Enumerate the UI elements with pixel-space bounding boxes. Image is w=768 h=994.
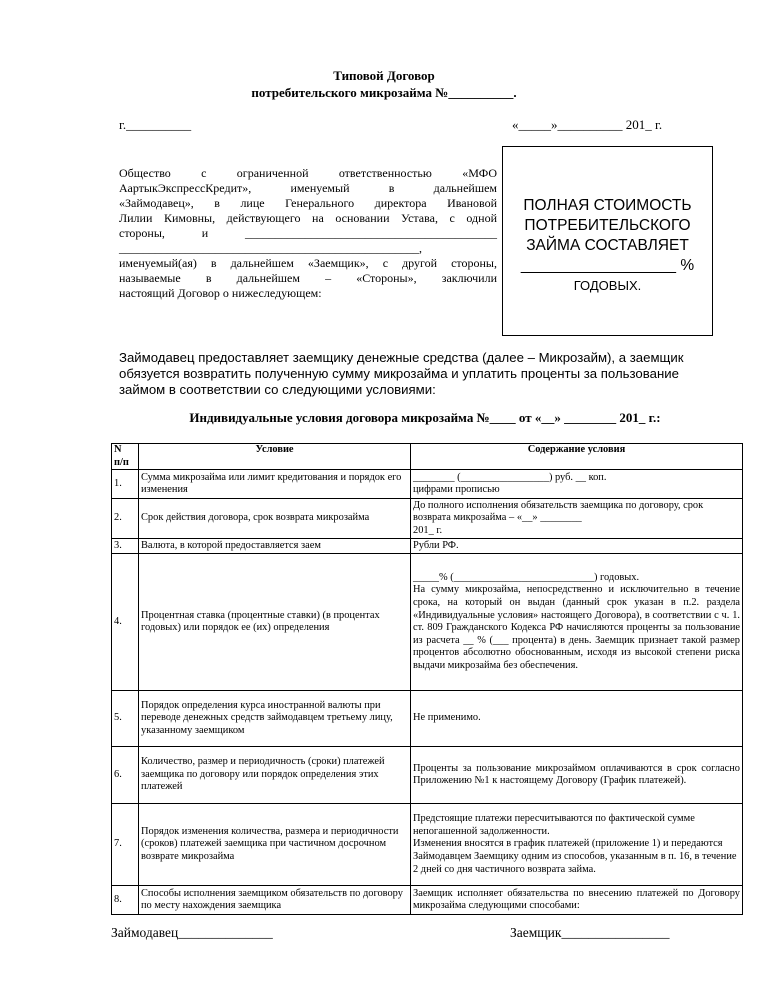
city-field: г.__________: [119, 117, 192, 132]
row-condition: Валюта, в которой предоставляется заем: [139, 539, 411, 554]
header-content: Содержание условия: [411, 444, 743, 470]
row-number: 5.: [112, 691, 139, 747]
row-number: 7.: [112, 804, 139, 886]
parties-line: Общество с ограниченной ответственностью «МФО: [119, 166, 497, 180]
parties-line: называемые в дальнейшем – «Стороны», заключили: [119, 271, 497, 285]
row-content: Проценты за пользование микрозаймом оплачиваются в срок согласно Приложению №1 к настоящему Договору (График платежей).: [411, 747, 743, 804]
table-row: [112, 747, 743, 804]
row-number: 6.: [112, 747, 139, 804]
row-content: ________ (_________________) руб. __ коп. цифрами прописью: [411, 470, 743, 499]
document-title-line-1: Типовой Договор: [333, 68, 435, 83]
section-heading: Индивидуальные условия договора микрозайма №____ от «__» ________ 201_ г.:: [189, 410, 661, 425]
intro-line: займом в соответствии со следующими условиями:: [119, 382, 436, 397]
row-condition: Способы исполнения заемщиком обязательств по договору по месту нахождения заемщика: [139, 886, 411, 915]
individual-terms-table: [111, 443, 743, 915]
row-condition: Количество, размер и периодичность (сроки) платежей заемщика по договору или порядок определения этих платежей: [139, 747, 411, 804]
document-title-line-2: потребительского микрозайма №__________.: [251, 85, 517, 100]
header-condition: Условие: [139, 444, 411, 470]
row-content: _____% (___________________________) годовых. На сумму микрозайма, непосредственно и исключительно в течение срока, на который он выдан (данный срок указан в п.2. раздела «Индивидуальные условия» настоящего Договора), в соответствии с ч. 1. ст. 809 Гражданского Кодекса РФ начисляются проценты за пользование из расчета __ % (___ процента) в день. Заемщик признает такой размер процентов абсолютно обоснованным, исходя из высокой степени риска выдачи микрозайма без обеспечения.: [411, 554, 743, 691]
table-row: [112, 886, 743, 915]
intro-line: обязуется возвратить полученную сумму микрозайма и уплатить проценты за пользование: [119, 366, 679, 381]
row-number: 2.: [112, 499, 139, 539]
row-number: 4.: [112, 554, 139, 691]
parties-line: __________________________________________________,: [119, 241, 422, 255]
table-row: [112, 499, 743, 539]
intro-paragraph: [119, 350, 731, 398]
parties-line: Лилии Кимовны, действующего на основании Устава, с одной: [119, 211, 497, 225]
cost-box-line: ПОЛНАЯ СТОИМОСТЬ: [523, 197, 692, 214]
date-field: «_____»__________ 201_ г.: [512, 117, 663, 132]
cost-box-line: ЗАЙМА СОСТАВЛЯЕТ: [526, 237, 689, 254]
parties-line: АартыкЭкспрессКредит», именуемый в дальнейшем: [119, 181, 497, 195]
row-condition: Срок действия договора, срок возврата микрозайма: [139, 499, 411, 539]
row-condition: Процентная ставка (процентные ставки) (в процентах годовых) или порядок ее (их) определения: [139, 554, 411, 691]
lender-signature: Займодавец______________: [111, 925, 273, 940]
table-row: [112, 470, 743, 499]
table-row: [112, 804, 743, 886]
row-content: Предстоящие платежи пересчитываются по фактической сумме непогашенной задолженности. Изменения вносятся в график платежей (приложение 1) и передаются Займодавцем Заемщику одним из способов, указанным в п. 16, в течение 2 дней со дня частичного возврата займа.: [411, 804, 743, 886]
cost-box-line: __________________ %: [520, 257, 695, 274]
row-content: Заемщик исполняет обязательства по внесению платежей по Договору микрозайма следующими способами:: [411, 886, 743, 915]
parties-line: стороны, и __________________________________________: [119, 226, 497, 240]
row-number: 8.: [112, 886, 139, 915]
row-content: До полного исполнения обязательств заемщика по договору, срок возврата микрозайма – «__» ________ 201_ г.: [411, 499, 743, 539]
row-number: 3.: [112, 539, 139, 554]
header-number: N п/п: [112, 444, 139, 470]
row-content: Не применимо.: [411, 691, 743, 747]
parties-line: «Займодавец», в лице Генерального директора Ивановой: [119, 196, 497, 210]
intro-line: Займодавец предоставляет заемщику денежные средства (далее – Микрозайм), а заемщик: [119, 350, 684, 365]
table-row: [112, 691, 743, 747]
row-content: Рубли РФ.: [411, 539, 743, 554]
row-condition: Порядок определения курса иностранной валюты при переводе денежных средств займодавцем третьему лицу, указанному заемщиком: [139, 691, 411, 747]
cost-box-line: ПОТРЕБИТЕЛЬСКОГО: [524, 217, 691, 234]
parties-line: именуемый(ая) в дальнейшем «Заемщик», с другой стороны,: [119, 256, 497, 270]
row-number: 1.: [112, 470, 139, 499]
cost-box-line: ГОДОВЫХ.: [573, 278, 642, 293]
full-cost-box: [502, 146, 713, 336]
table-header-row: [112, 444, 743, 470]
borrower-signature: Заемщик________________: [510, 925, 670, 940]
table-row: [112, 554, 743, 691]
row-condition: Порядок изменения количества, размера и периодичности (сроков) платежей заемщика при частичном досрочном возврате микрозайма: [139, 804, 411, 886]
table-row: [112, 539, 743, 554]
parties-paragraph: [119, 166, 497, 301]
parties-line: настоящий Договор о нижеследующем:: [119, 286, 322, 300]
row-condition: Сумма микрозайма или лимит кредитования и порядок его изменения: [139, 470, 411, 499]
